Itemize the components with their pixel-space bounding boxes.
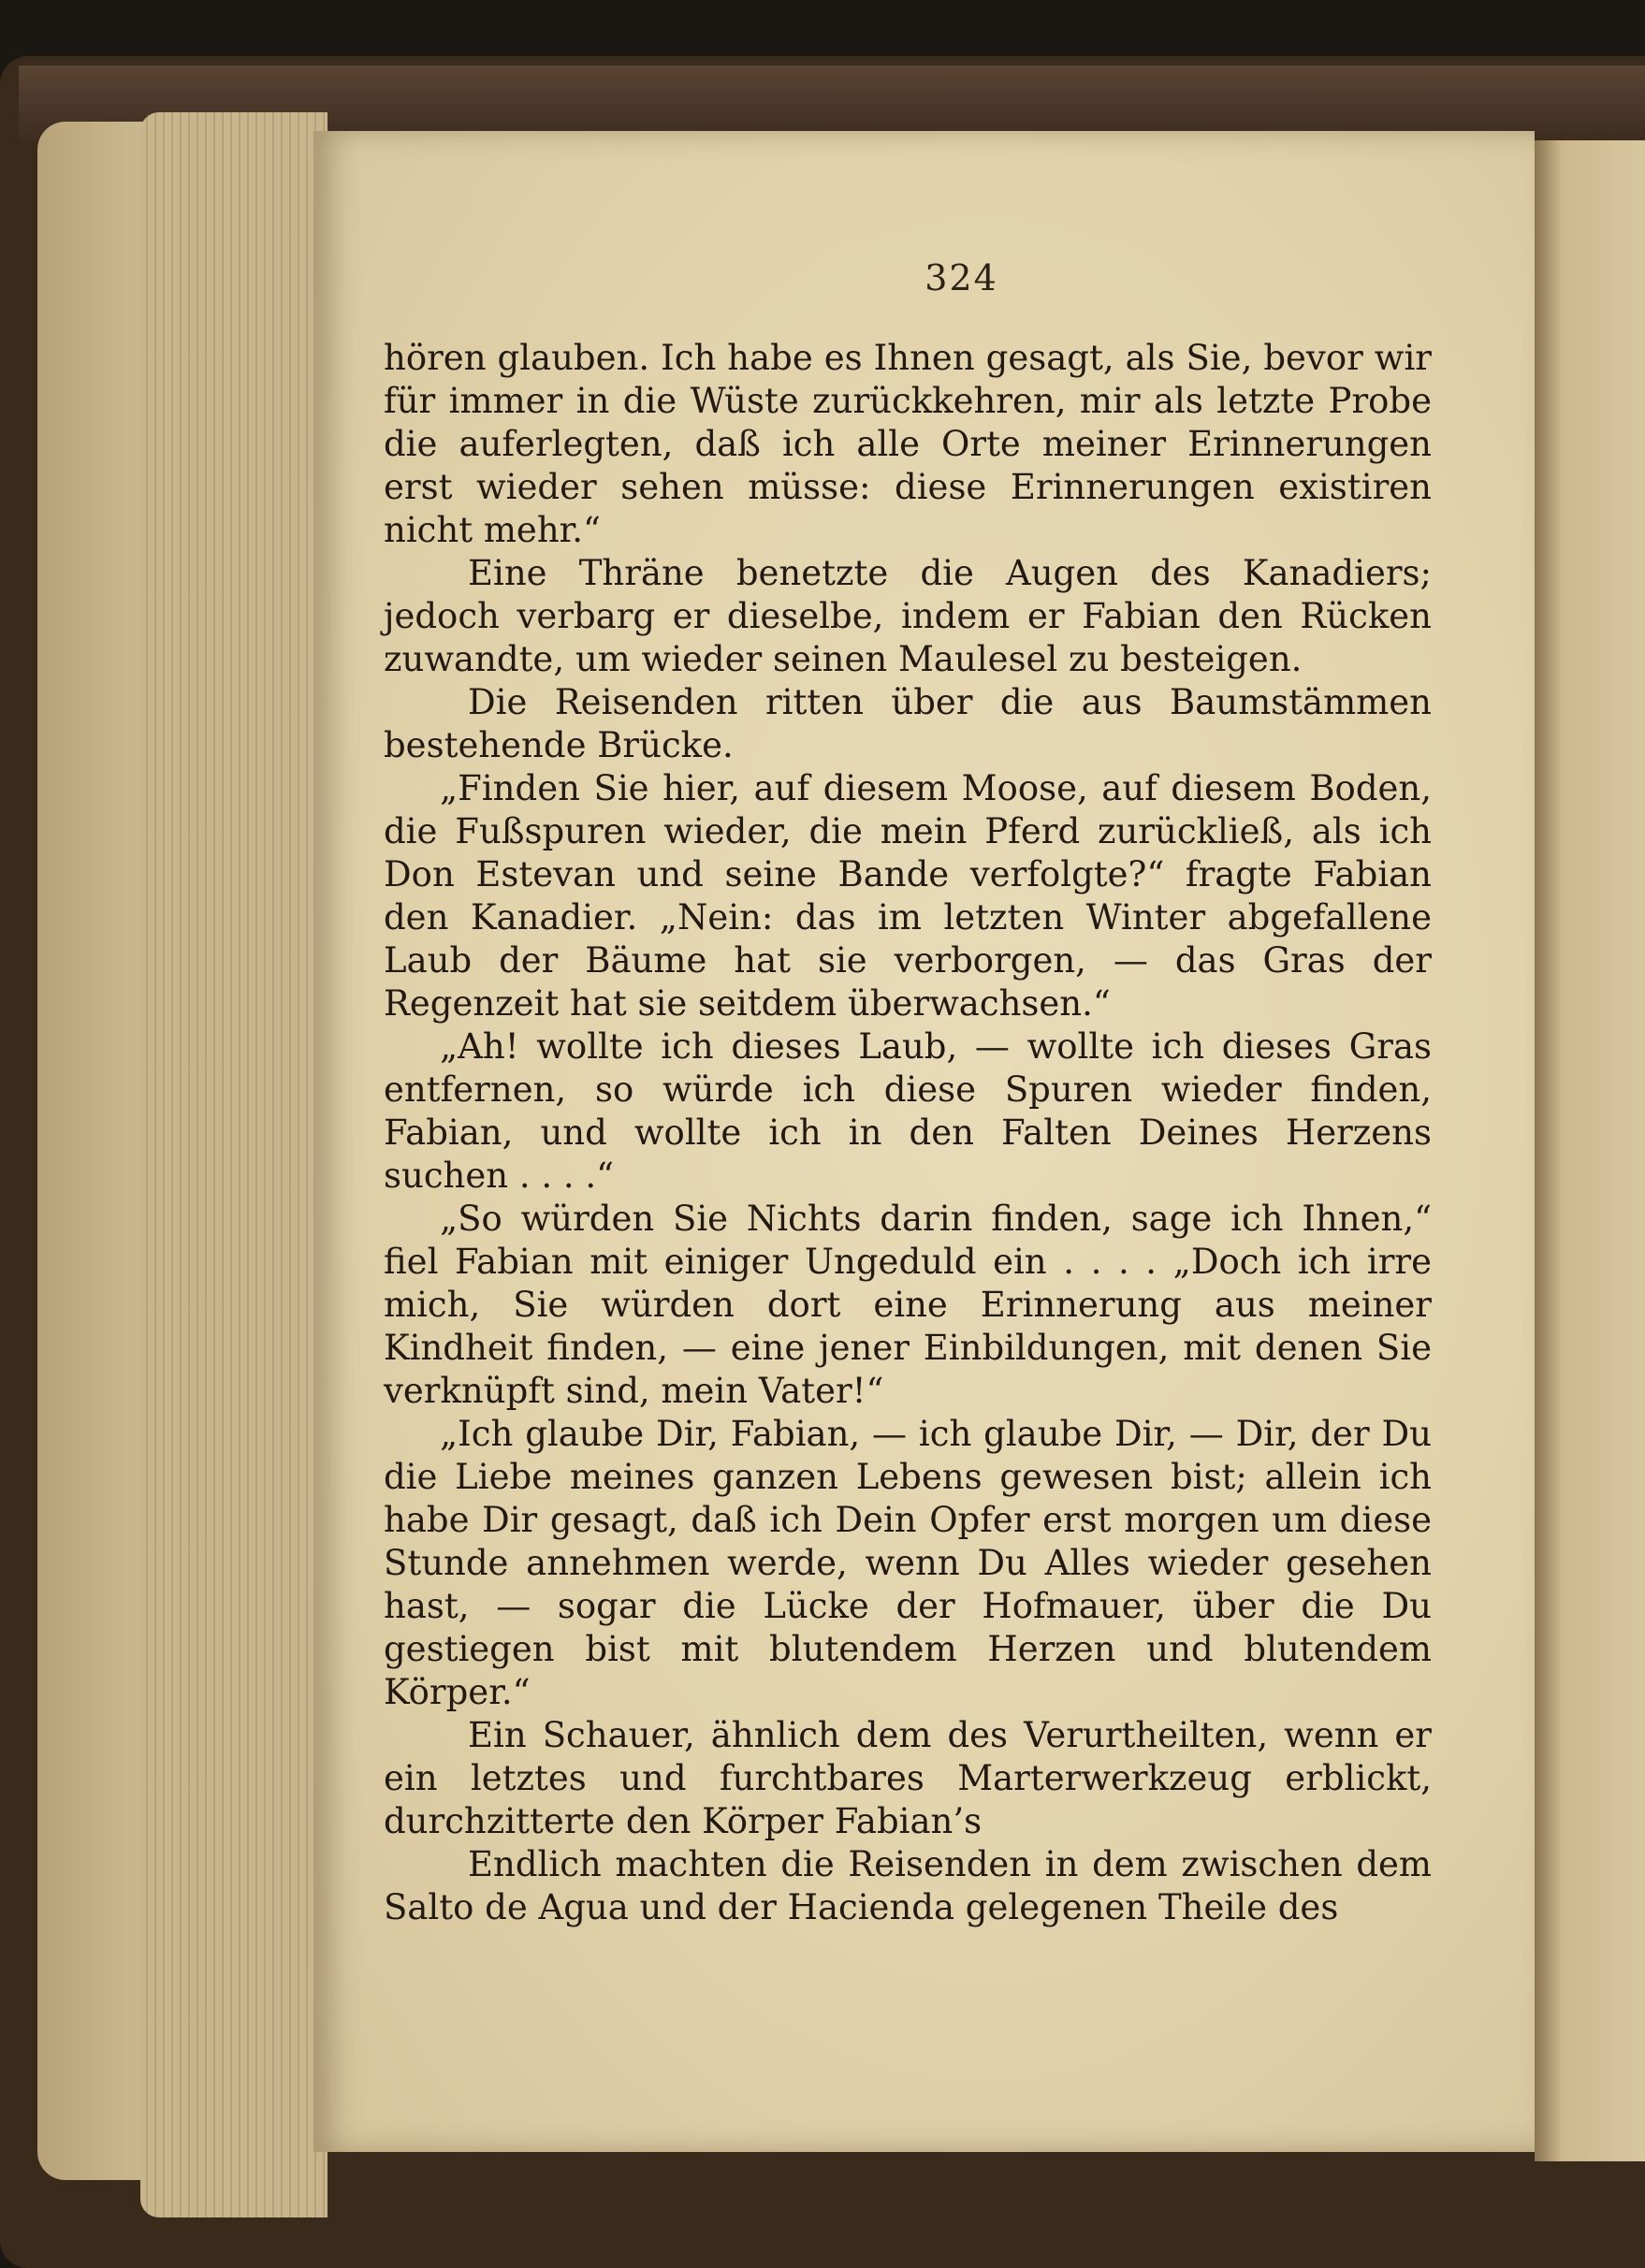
page-number: 324	[924, 257, 998, 298]
paragraph: Endlich machten die Reisenden in dem zwischen dem Salto de Agua und der Hacienda gelegenen Theile des	[384, 1844, 1432, 1927]
paragraph: „Ich glaube Dir, Fabian, — ich glaube Dir, — Dir, der Du die Liebe meines ganzen Lebens gewesen bist; allein ich habe Dir gesagt, daß ich Dein Opfer erst morgen um diese Stunde annehmen werde, wenn Du Alles wieder gesehen hast, — sogar die Lücke der Hofmauer, über die Du gestiegen bist mit blutendem Herzen und blutendem Körper.“	[384, 1414, 1432, 1712]
page-edges	[140, 112, 328, 2217]
paragraph: Eine Thräne benetzte die Augen des Kanadiers; jedoch verbarg er dieselbe, indem er Fabian den Rücken zuwandte, um wieder seinen Maulesel zu besteigen.	[384, 553, 1432, 679]
paragraph: Ein Schauer, ähnlich dem des Verurtheilten, wenn er ein letztes und furchtbares Marterwerkzeug erblickt, durchzitterte den Körper Fabian’s	[384, 1715, 1432, 1841]
book-page	[313, 131, 1535, 2152]
paragraph: „Finden Sie hier, auf diesem Moose, auf diesem Boden, die Fußspuren wieder, die mein Pferd zurückließ, als ich Don Estevan und seine Bande verfolgte?“ fragte Fabian den Kanadier. „Nein: das im letzten Winter abgefallene Laub der Bäume hat sie verborgen, — das Gras der Regenzeit hat sie seitdem überwachsen.“	[384, 768, 1432, 1024]
paragraph: „Ah! wollte ich dieses Laub, — wollte ich dieses Gras entfernen, so würde ich diese Spuren wieder finden, Fabian, und wollte ich in den Falten Deines Herzens suchen . . . .“	[384, 1026, 1432, 1196]
facing-page-edge	[1535, 140, 1645, 2161]
paragraph: „So würden Sie Nichts darin finden, sage ich Ihnen,“ fiel Fabian mit einiger Ungeduld ein . . . . „Doch ich irre mich, Sie würden dort eine Erinnerung aus meiner Kindheit finden, — eine jener Einbildungen, mit denen Sie verknüpft sind, mein Vater!“	[384, 1199, 1432, 1411]
page-text	[384, 337, 1432, 1929]
paragraph: hören glauben. Ich habe es Ihnen gesagt, als Sie, bevor wir für immer in die Wüste zurückkehren, mir als letzte Probe die auferlegten, daß ich alle Orte meiner Erinnerungen erst wieder sehen müsse: diese Erinnerungen existiren nicht mehr.“	[384, 338, 1432, 550]
paragraph: Die Reisenden ritten über die aus Baumstämmen bestehende Brücke.	[384, 682, 1432, 765]
